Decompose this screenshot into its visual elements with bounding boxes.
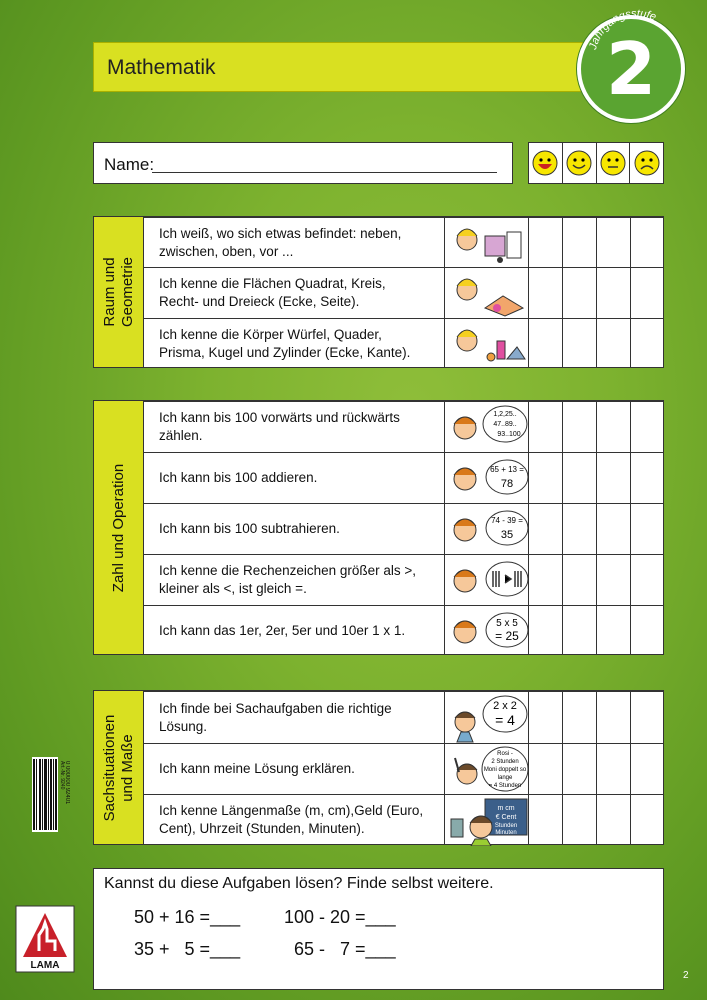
bubble-text: lange xyxy=(497,775,513,781)
grade-number: 2 xyxy=(605,27,657,111)
rating-cell[interactable] xyxy=(631,555,665,605)
rating-cell[interactable] xyxy=(563,218,597,267)
boy-subtracting-illustration xyxy=(444,504,529,554)
very-happy-smiley-icon xyxy=(531,149,559,177)
article-number: Art.-Nr. 9240 xyxy=(59,761,65,790)
rating-cell[interactable] xyxy=(529,795,563,845)
rating-cell[interactable] xyxy=(563,795,597,845)
rating-cell[interactable] xyxy=(597,504,631,554)
section-sachsituationen xyxy=(93,690,664,845)
bubble-text: 74 - 39 = xyxy=(491,516,523,525)
table-row xyxy=(144,743,664,794)
boy-multiplying-illustration xyxy=(444,606,529,655)
exercise-item: 65 - 7 =___ xyxy=(294,939,396,959)
bubble-text: 2 x 2 xyxy=(493,700,517,712)
bubble-text: = 4 Stunden xyxy=(488,783,522,789)
rating-cell[interactable] xyxy=(597,795,631,845)
rating-cell[interactable] xyxy=(597,319,631,368)
bubble-text: 65 + 13 = xyxy=(490,465,524,474)
bubble-text: 35 xyxy=(500,529,514,541)
bubble-text: = 4 xyxy=(495,712,515,728)
rating-cell[interactable] xyxy=(631,606,665,655)
skill-text: Ich finde bei Sachaufgaben die richtige Lösung. xyxy=(159,700,392,734)
rating-cell[interactable] xyxy=(529,402,563,452)
page-title: Mathematik xyxy=(107,56,216,79)
boy-counting-illustration xyxy=(444,402,529,452)
table-row xyxy=(144,554,664,605)
name-line[interactable] xyxy=(152,172,497,173)
board-text: Minuten xyxy=(495,830,517,836)
skill-text: Ich kenne Längenmaße (m, cm),Geld (Euro, Cent), Uhrzeit (Stunden, Minuten). xyxy=(159,803,424,836)
board-text: Stunden xyxy=(494,823,518,829)
board-text: m cm xyxy=(497,805,515,812)
rating-cell[interactable] xyxy=(563,606,597,655)
table-row xyxy=(144,794,664,845)
section-label: Zahl und Operation xyxy=(109,463,127,592)
table-row xyxy=(144,318,664,368)
page-number: 2 xyxy=(683,970,689,981)
rating-cell[interactable] xyxy=(597,402,631,452)
rating-cell[interactable] xyxy=(597,744,631,794)
rating-cell[interactable] xyxy=(597,218,631,267)
section-label: Sachsituationen und Maße xyxy=(100,714,136,821)
skill-text: Ich kann meine Lösung erklären. xyxy=(159,761,355,776)
girl-measures-illustration xyxy=(444,795,529,845)
girl-solution-illustration xyxy=(444,692,529,743)
rating-cell[interactable] xyxy=(529,504,563,554)
boy-adding-illustration xyxy=(444,453,529,503)
rating-cell[interactable] xyxy=(563,504,597,554)
rating-cell[interactable] xyxy=(631,319,665,368)
girl-explaining-illustration xyxy=(444,744,529,794)
rating-cell[interactable] xyxy=(597,453,631,503)
name-label: Name: xyxy=(104,155,155,174)
bubble-text: 1,2,25.. xyxy=(493,411,517,418)
table-row xyxy=(144,691,664,743)
skill-text: Ich kann bis 100 addieren. xyxy=(159,470,318,485)
rating-cell[interactable] xyxy=(631,744,665,794)
skill-text: Ich weiß, wo sich etwas befindet: neben, zwischen, oben, vor ... xyxy=(159,225,402,259)
rating-cell[interactable] xyxy=(631,795,665,845)
svg-text:Jahrgangsstufe xyxy=(587,8,658,52)
bubble-text: 5 x 5 xyxy=(496,618,518,629)
rating-cell[interactable] xyxy=(563,555,597,605)
rating-cell[interactable] xyxy=(563,402,597,452)
table-row xyxy=(144,401,664,452)
rating-cell[interactable] xyxy=(631,504,665,554)
skill-text: Ich kann bis 100 subtrahieren. xyxy=(159,521,340,536)
rating-cell[interactable] xyxy=(597,268,631,318)
rating-cell[interactable] xyxy=(597,606,631,655)
rating-cell[interactable] xyxy=(563,453,597,503)
rating-cell[interactable] xyxy=(631,402,665,452)
happy-smiley-icon xyxy=(565,149,593,177)
board-text: € Cent xyxy=(495,814,517,821)
grade-label: Jahrgangsstufe xyxy=(587,7,658,51)
barcode xyxy=(30,757,70,832)
section-label: Raum und Geometrie xyxy=(100,256,136,328)
grade-label-arc xyxy=(573,6,693,86)
exercises-title: Kannst du diese Aufgaben lösen? Finde selbst weitere. xyxy=(104,875,494,892)
rating-cell[interactable] xyxy=(597,692,631,743)
rating-cell[interactable] xyxy=(563,319,597,368)
rating-cell[interactable] xyxy=(563,692,597,743)
rating-cell[interactable] xyxy=(631,453,665,503)
skill-text: Ich kenne die Flächen Quadrat, Kreis, Recht- und Dreieck (Ecke, Seite). xyxy=(159,276,386,309)
rating-cell[interactable] xyxy=(529,268,563,318)
skill-text: Ich kenne die Rechenzeichen größer als >, kleiner als <, ist gleich =. xyxy=(159,563,417,596)
rating-cell[interactable] xyxy=(529,555,563,605)
rating-cell[interactable] xyxy=(529,692,563,743)
skill-text: Ich kann das 1er, 2er, 5er und 10er 1 x 1. xyxy=(159,622,406,638)
skill-text: Ich kenne die Körper Würfel, Quader, Prisma, Kugel und Zylinder (Ecke, Kante). xyxy=(159,326,411,360)
rating-cell[interactable] xyxy=(529,218,563,267)
bubble-text: Rosi - xyxy=(497,751,513,757)
exercise-item: 100 - 20 =___ xyxy=(284,907,396,927)
rating-cell[interactable] xyxy=(631,218,665,267)
sad-smiley-icon xyxy=(633,149,661,177)
bubble-text: 47..89.. xyxy=(493,421,517,428)
bubble-text: 78 xyxy=(500,478,514,490)
exercises-box xyxy=(93,868,664,990)
rating-header xyxy=(528,142,664,184)
table-row xyxy=(144,503,664,554)
girl-solids-illustration xyxy=(444,319,529,368)
rating-cell[interactable] xyxy=(563,268,597,318)
name-field[interactable] xyxy=(93,142,513,184)
exercise-item: 35 + 5 =___ xyxy=(134,939,241,959)
table-row xyxy=(144,605,664,655)
girl-shapes-illustration xyxy=(444,268,529,318)
table-row xyxy=(144,217,664,267)
rating-cell[interactable] xyxy=(529,606,563,655)
table-row xyxy=(144,452,664,503)
neutral-smiley-icon xyxy=(599,149,627,177)
lama-logo xyxy=(15,905,75,973)
section-raum-geometrie xyxy=(93,216,664,368)
exercise-item: 50 + 16 =___ xyxy=(134,907,241,927)
bubble-text: = 25 xyxy=(495,629,519,643)
bubble-text: 2 Stunden xyxy=(491,759,519,765)
publisher-name: LAMA xyxy=(30,960,60,971)
rating-cell[interactable] xyxy=(529,453,563,503)
rating-cell[interactable] xyxy=(529,744,563,794)
section-zahl-operation xyxy=(93,400,664,655)
table-row xyxy=(144,267,664,318)
bubble-text: Moni doppelt so xyxy=(483,767,527,773)
barcode-digits: 0 000000 92401 xyxy=(64,761,70,805)
skill-text: Ich kann bis 100 vorwärts und rückwärts zählen. xyxy=(159,410,400,443)
girl-boxes-illustration xyxy=(444,218,529,267)
rating-cell[interactable] xyxy=(631,268,665,318)
rating-cell[interactable] xyxy=(563,744,597,794)
boy-comparison-illustration xyxy=(444,555,529,605)
rating-cell[interactable] xyxy=(631,692,665,743)
bubble-text: 93..100 xyxy=(497,431,521,438)
rating-cell[interactable] xyxy=(529,319,563,368)
rating-cell[interactable] xyxy=(597,555,631,605)
